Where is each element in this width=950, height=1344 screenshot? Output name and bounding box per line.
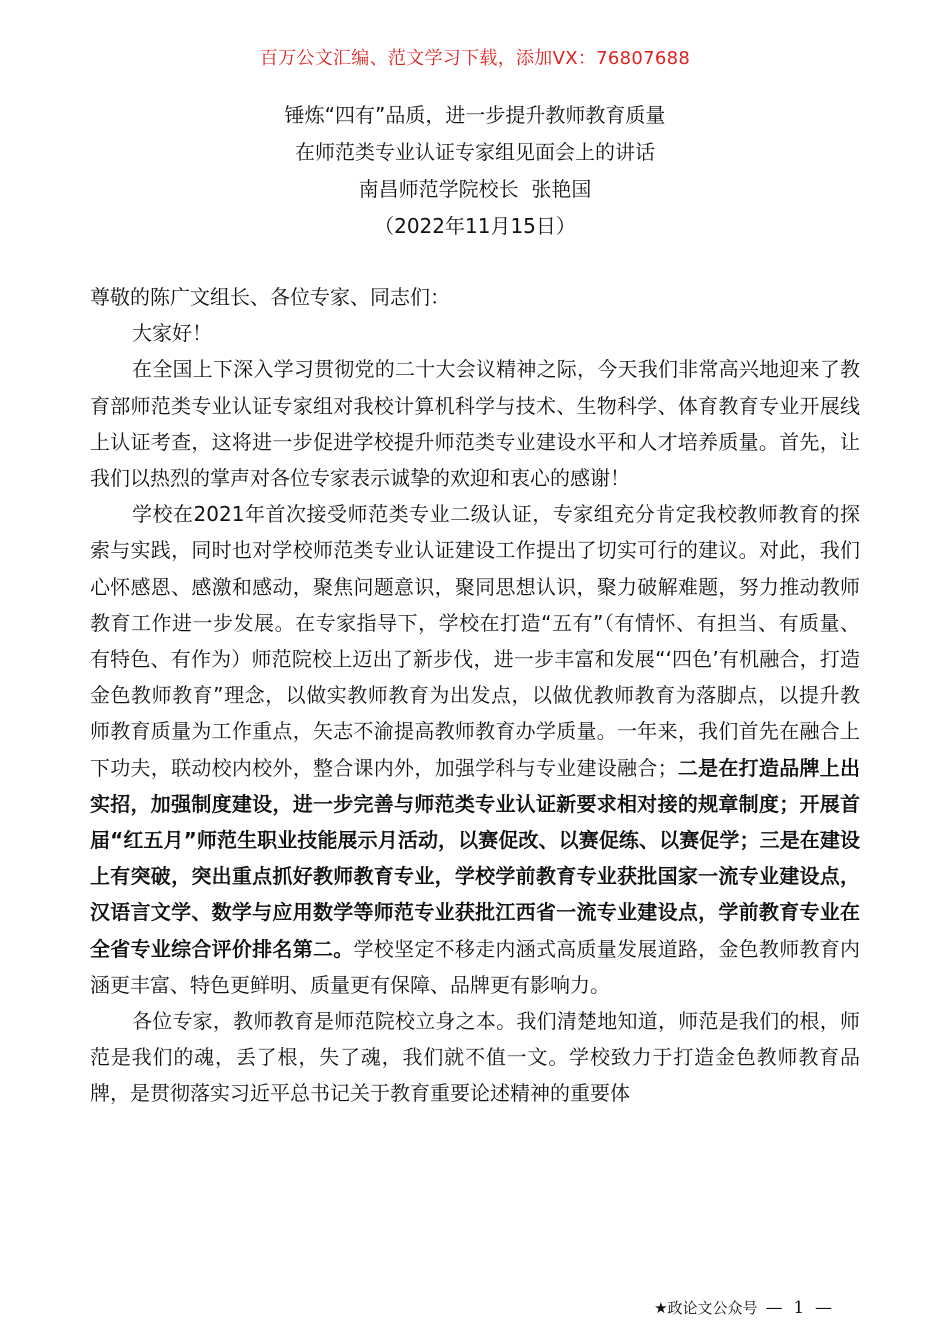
paragraph-2 — [90, 496, 860, 1003]
paragraph-3: 各位专家，教师教育是师范院校立身之本。我们清楚地知道，师范是我们的根，师范是我们的魂，丢了根，失了魂，我们就不值一文。学校致力于打造金色教师教育品牌，是贯彻落实习近平总书记关于教育重要论述精神的重要体 — [90, 1009, 860, 1106]
paragraph-2-bold-text: 二是在打造品牌上出实招，加强制度建设，进一步完善与师范类专业认证新要求相对接的规章制度；开展首届“红五月”师范生职业技能展示月活动，以赛促改、以赛促练、以赛促学；三是在建设上有突破，突出重点抓好教师教育专业，学校学前教育专业获批国家一流专业建设点，汉语言文学、数学与应用数学等师范专业获批江西省一流专业建设点，学前教育专业在全省专业综合评价排名第二。 — [90, 755, 861, 961]
salutation: 尊敬的陈广文组长、各位专家、同志们： — [90, 285, 450, 309]
speech-title: 锤炼“四有”品质，进一步提升教师教育质量 — [284, 103, 666, 127]
promo-banner: 百万公文汇编、范文学习下载，添加VX：76807688 — [259, 48, 691, 69]
speech-subtitle: 在师范类专业认证专家组见面会上的讲话 — [295, 140, 655, 164]
page-footer — [654, 1296, 832, 1320]
speech-date: （2022年11月15日） — [374, 214, 576, 238]
paragraph-1: 在全国上下深入学习贯彻党的二十大会议精神之际，今天我们非常高兴地迎来了教育部师范类专业认证专家组对我校计算机科学与技术、生物科学、体育教育专业开展线上认证考查，这将进一步促进学校提升师范类专业建设水平和人才培养质量。首先，让我们以热烈的掌声对各位专家表示诚挚的欢迎和衷心的感谢！ — [90, 357, 860, 491]
paragraph-2-text: 学校在2021年首次接受师范类专业二级认证，专家组充分肯定我校教师教育的探索与实践，同时也对学校师范类专业认证建设工作提出了切实可行的建议。对此，我们心怀感恩、感激和感动，聚焦问题意识，聚同思想认识，聚力破解难题，努力推动教师教育工作进一步发展。在专家指导下，学校在打造“五有”（有情怀、有担当、有质量、有特色、有作为）师范院校上迈出了新步伐，进一步丰富和发展“‘四色’有机融合，打造金色教师教育”理念，以做实教师教育为出发点，以做优教师教育为落脚点，以提升教师教育质量为工作重点，矢志不渝提高教师教育办学质量。一年来，我们首先在融合上下功夫，联动校内校外，整合课内外，加强学科与专业建设融合； — [90, 502, 860, 780]
speech-author: 南昌师范学院校长 张艳国 — [358, 177, 592, 201]
greeting: 大家好！ — [132, 321, 212, 346]
page-number: — 1 — — [765, 1298, 832, 1318]
header-block — [0, 97, 950, 245]
footer-source: ★政论文公众号 — [654, 1299, 758, 1317]
paragraph-2-tail-text: 学校坚定不移走内涵式高质量发展道路，金色教师教育内涵更丰富、特色更鲜明、质量更有保障、品牌更有影响力。 — [90, 936, 861, 997]
speech-body — [90, 279, 860, 1112]
